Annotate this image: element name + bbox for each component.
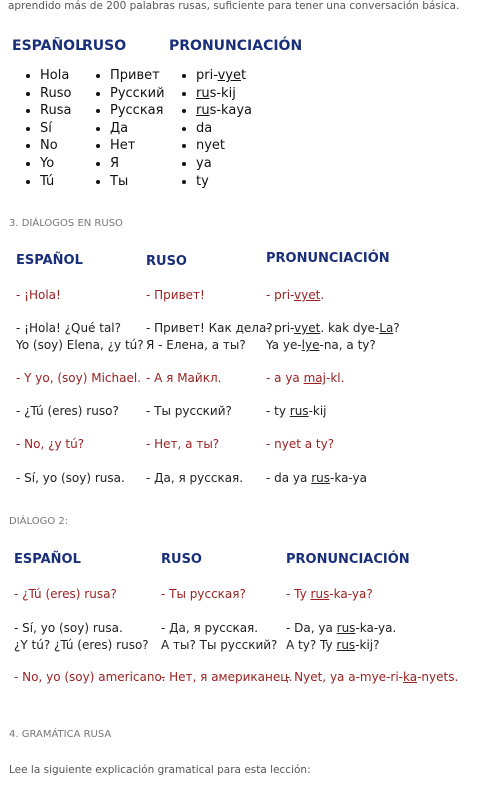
vocab-item-pr [196,85,252,103]
vocab-item-ru: • Русский [110,85,165,103]
section-dialogos: 3. DIÁLOGOS EN RUSO [9,218,123,229]
dialog2-cell-es: - ¿Tú (eres) rusa? [14,587,117,601]
dialog2-cell-pr [286,620,396,637]
vocab-item-es: • Tú [40,173,71,191]
dialog1-cell-pr [266,470,367,487]
syllable-text: da [196,120,213,136]
stressed-syllable: ka [403,670,418,684]
syllable-text: -ka-ya. [355,621,397,635]
dialog1-cell-pr [266,337,376,354]
vocab-item-pr [196,67,252,85]
dialog2-cell-ru: - Нет, я американец. [161,670,293,684]
dialog1-cell-es: - ¡Hola! [16,288,61,302]
dialog1-cell-es: - ¿Tú (eres) ruso? [16,404,119,418]
dialog1-cell-pr [266,370,344,387]
dialog1-cell-pr [266,403,327,420]
dialog1-header-pronunciacion: PRONUNCIACIÓN [266,251,390,266]
dialog1-header-espanol: ESPAÑOL [16,253,83,268]
vocab-item-es: • No [40,137,71,155]
vocab-item-ru: • Русская [110,102,165,120]
syllable-text: . [320,288,325,302]
syllable-text: ya [196,155,212,171]
vocab-list-espanol [22,67,71,190]
vocab-item-pr [196,102,252,120]
syllable-text: -kl. [325,371,345,385]
stressed-syllable: vyet [294,321,321,335]
vocab-item-es: • Rusa [40,102,71,120]
dialog2-header-espanol: ESPAÑOL [14,552,81,567]
section-gramatica: 4. GRAMÁTICA RUSA [9,729,112,740]
section-dialogo2: DIÁLOGO 2: [9,516,69,527]
dialog2-header-pronunciacion: PRONUNCIACIÓN [286,552,410,567]
stressed-syllable: rus [336,638,356,652]
dialog2-cell-pr [286,669,458,686]
vocab-item-ru: • Я [110,155,165,173]
vocab-list-pronunciacion [178,67,252,190]
dialog1-cell-pr [266,436,334,453]
syllable-text: -kij? [355,638,380,652]
vocab-item-pr [196,137,252,155]
dialog1-cell-ru: Я - Елена, а ты? [146,338,246,352]
syllable-text: ty [196,173,209,189]
syllable-text: ? [393,321,400,335]
syllable-text: - pri- [266,321,295,335]
stressed-syllable: ru [196,103,210,119]
syllable-text: -nyets. [417,670,459,684]
syllable-text: - Nyet, ya a-mye-ri- [286,670,403,684]
vocab-item-es: • Sí [40,120,71,138]
stressed-syllable: ru [196,85,210,101]
dialog1-cell-ru: - Привет! [146,288,205,302]
vocab-item-ru: • Нет [110,137,165,155]
syllable-text: - a ya [266,371,304,385]
dialog1-cell-pr [266,287,324,304]
stressed-syllable: La [379,321,394,335]
syllable-text: - ty [266,404,290,418]
dialog1-cell-pr [266,320,400,337]
dialog2-cell-es: ¿Y tú? ¿Tú (eres) ruso? [14,638,149,652]
intro-text: aprendido más de 200 palabras rusas, suficiente para tener una conversación básica. [8,0,460,12]
dialog1-cell-es: Yo (soy) Elena, ¿y tú? [16,338,144,352]
vocab-item-pr [196,155,252,173]
stressed-syllable: vyet [294,288,321,302]
dialog1-cell-es: - Sí, yo (soy) rusa. [16,471,125,485]
dialog2-cell-ru: - Да, я русская. [161,621,259,635]
dialog1-cell-ru: - Нет, а ты? [146,437,220,451]
syllable-text: s-kij [209,85,236,101]
dialog2-cell-ru: - Ты русская? [161,587,246,601]
vocab-item-ru: • Да [110,120,165,138]
vocab-item-ru: • Привет [110,67,165,85]
dialog2-cell-ru: А ты? Ты русский? [161,638,278,652]
dialog1-cell-ru: - А я Майкл. [146,371,222,385]
dialog2-cell-pr [286,637,380,654]
syllable-text: -ka-ya [330,471,367,485]
vocab-item-pr [196,120,252,138]
syllable-text: -kij [308,404,327,418]
dialog1-cell-ru: - Ты русский? [146,404,232,418]
stressed-syllable: lye [301,338,320,352]
dialog1-cell-es: - Y yo, (soy) Michael. [16,371,142,385]
dialog1-cell-ru: - Привет! Как дела? [146,321,273,335]
syllable-text: - da ya [266,471,312,485]
stressed-syllable: rus [289,404,309,418]
syllable-text: -ka-ya? [329,587,373,601]
stressed-syllable: rus [311,471,330,485]
syllable-text: . kak dye- [320,321,380,335]
vocab-item-es: • Yo [40,155,71,173]
dialog1-header-ruso: RUSO [146,254,187,269]
dialog1-cell-ru: - Да, я русская. [146,471,244,485]
syllable-text: - Ty [286,587,311,601]
stressed-syllable: vye [217,68,241,83]
dialog2-cell-es: - No, yo (soy) americano. [14,670,166,684]
dialog1-cell-es: - No, ¿y tú? [16,437,85,451]
syllable-text: - pri- [266,288,295,302]
syllable-text: nyet [196,138,226,154]
syllable-text: - Da, ya [286,621,337,635]
vocab-item-ru: • Ты [110,173,165,191]
syllable-text: - nyet a ty? [266,437,335,451]
vocab-item-es: • Ruso [40,85,71,103]
vocab-item-es: • Hola [40,67,71,85]
vocab-header-pronunciacion: PRONUNCIACIÓN [169,38,303,54]
stressed-syllable: maj [303,371,326,385]
syllable-text: s-kaya [209,103,252,119]
vocab-header-ruso: RUSO [82,38,127,54]
dialog2-header-ruso: RUSO [161,552,202,567]
outro-text: Lee la siguiente explicación gramatical para esta lección: [9,764,311,776]
vocab-item-pr [196,173,252,191]
vocab-header-espanol: ESPAÑOL [12,38,84,54]
syllable-text: t [240,68,247,83]
syllable-text: pri- [196,68,218,83]
stressed-syllable: rus [336,621,356,635]
syllable-text: Ya ye- [266,338,302,352]
dialog2-cell-es: - Sí, yo (soy) rusa. [14,621,123,635]
dialog2-cell-pr [286,586,373,603]
syllable-text: A ty? Ty [286,638,337,652]
dialog1-cell-es: - ¡Hola! ¿Qué tal? [16,321,122,335]
stressed-syllable: rus [310,587,330,601]
syllable-text: -na, a ty? [319,338,376,352]
vocab-list-ruso [92,67,165,190]
